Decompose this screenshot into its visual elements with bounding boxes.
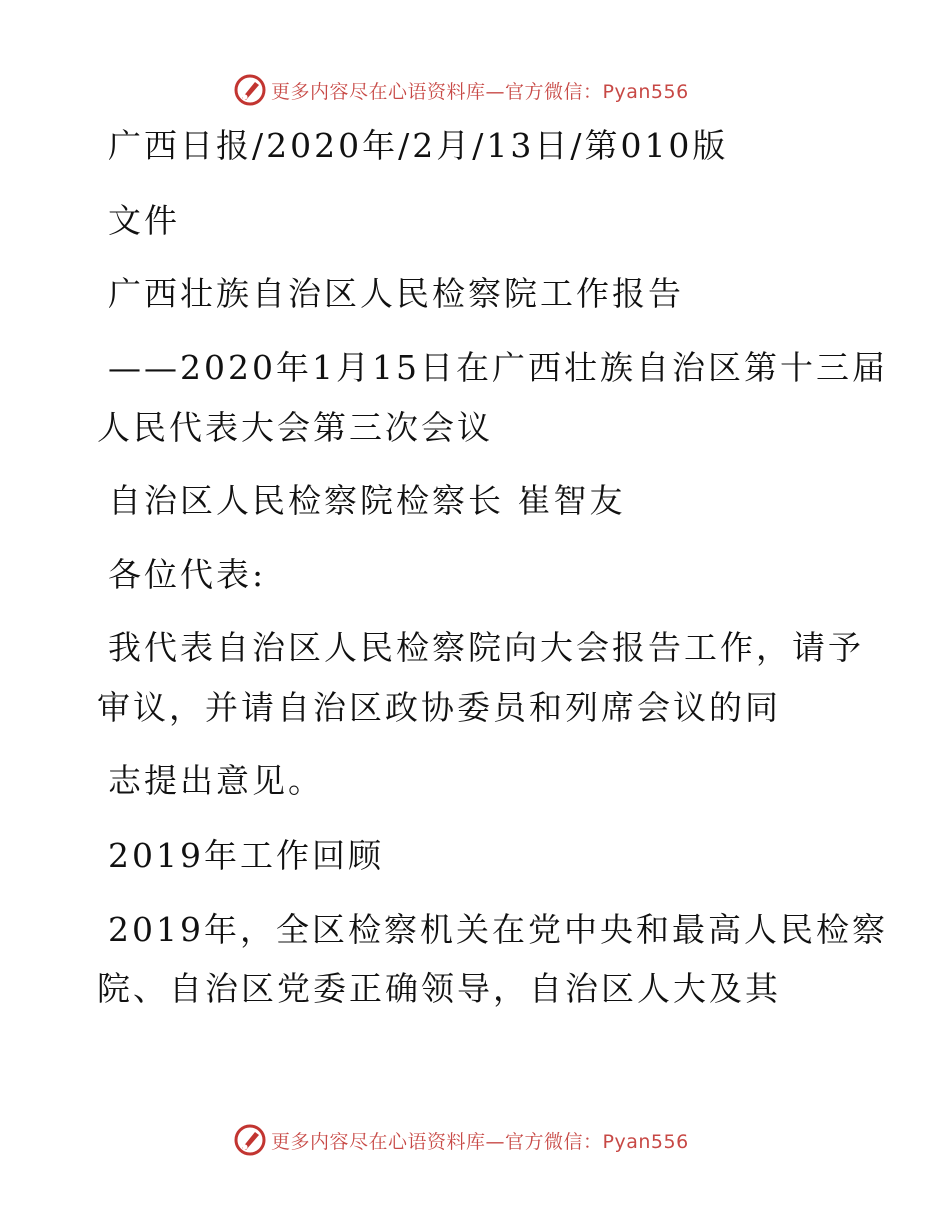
section-label: 文件 [108,201,180,240]
watermark-text: 更多内容尽在心语资料库—官方微信：Pyan556 [271,80,689,103]
report-subtitle-line-1: ——2020年1月15日在广西壮族自治区第十三届 [108,348,888,387]
watermark-footer [233,1120,689,1160]
quill-logo-icon [233,1123,267,1157]
report-title: 广西壮族自治区人民检察院工作报告 [108,274,684,313]
watermark-header [233,70,689,110]
paragraph-intro-line-2: 审议，并请自治区政协委员和列席会议的同 [97,688,781,727]
paragraph-intro-line-1: 我代表自治区人民检察院向大会报告工作，请予 [108,628,864,667]
quill-logo-icon [233,73,267,107]
paragraph-review-line-2: 院、自治区党委正确领导，自治区人大及其 [97,969,781,1008]
newspaper-source-line: 广西日报/2020年/2月/13日/第010版 [108,126,729,165]
report-subtitle-line-2: 人民代表大会第三次会议 [97,408,493,447]
watermark-text: 更多内容尽在心语资料库—官方微信：Pyan556 [271,1130,689,1153]
salutation: 各位代表: [108,555,267,594]
section-heading-review: 2019年工作回顾 [108,836,384,875]
report-author: 自治区人民检察院检察长 崔智友 [108,481,626,520]
paragraph-intro-line-3: 志提出意见。 [108,761,324,800]
paragraph-review-line-1: 2019年，全区检察机关在党中央和最高人民检察 [108,910,888,949]
